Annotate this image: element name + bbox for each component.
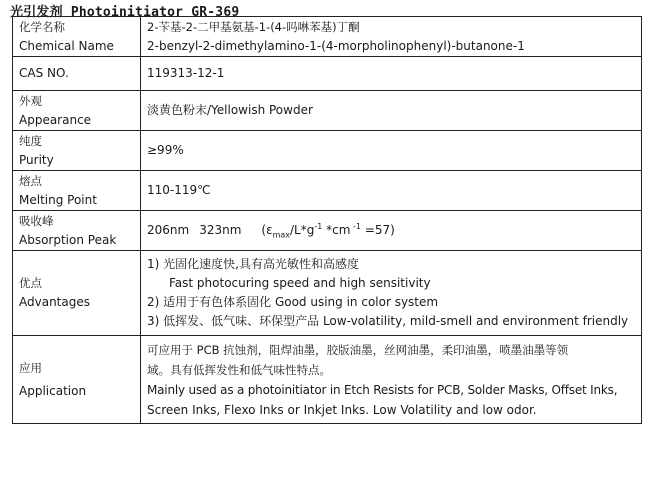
value-cell [141,91,642,131]
table-row-advantages [13,251,642,336]
value-cell [141,57,642,91]
peak-1: 206nm [147,222,190,237]
value-cell [141,171,642,211]
label-en: Purity [19,152,54,167]
label-en: Advantages [19,295,90,309]
label-cell [13,91,141,131]
label-cell [13,131,141,171]
cas-value: 119313-12-1 [147,66,225,80]
list-item: 1) 光固化速度快,具有高光敏性和高感度 [147,257,359,271]
spec-table [12,16,642,424]
table-row-chemical-name [13,17,642,57]
value-cell [141,211,642,251]
list-item: 2) 适用于有色体系固化 Good using in color system [147,295,439,309]
application-line: 域。具有低挥发性和低气味性特点。 [147,362,331,377]
application-line: 可应用于 PCB 抗蚀剂，阻焊油墨，胶版油墨，丝网油墨，柔印油墨，喷墨油墨等领 [147,342,569,357]
application-line: Screen Inks, Flexo Inks or Inkjet Inks. Low Volatility and low odor. [147,402,537,417]
epsilon-unit-1: /L*g [290,222,315,237]
application-line: Mainly used as a photoinitiator in Etch Resists for PCB, Solder Masks, Offset Inks, [147,382,618,397]
label-cell [13,17,141,57]
table-row-purity [13,131,642,171]
table-row-appearance [13,91,642,131]
label-en: CAS NO. [19,66,69,80]
label-en: Application [19,383,87,398]
chemical-name-en: 2-benzyl-2-dimethylamino-1-(4-morpholinophenyl)-butanone-1 [147,38,525,53]
table-row-cas [13,57,642,91]
epsilon-unit-2: *cm [322,222,351,237]
list-item: Fast photocuring speed and high sensitivity [169,276,431,290]
epsilon-sup-1: -1 [314,221,323,231]
label-cell [13,251,141,336]
label-zh: 化学名称 [19,19,65,34]
purity-value: ≥99% [147,143,184,157]
melting-point-value: 110-119℃ [147,183,211,197]
chemical-name-zh: 2-苄基-2-二甲基氨基-1-(4-吗啉苯基)丁酮 [147,19,360,34]
page-title: 光引发剂 Photoinitiator GR-369 [10,5,240,20]
label-en: Appearance [19,112,92,127]
label-cell [13,57,141,91]
value-cell [141,131,642,171]
epsilon-sup-2: -1 [350,221,361,231]
value-cell [141,17,642,57]
label-zh: 纯度 [19,133,42,148]
label-en: Absorption Peak [19,232,117,247]
peak-2: 323nm [199,222,242,237]
label-en: Melting Point [19,192,97,207]
table-row-application [13,336,642,424]
value-cell [141,251,642,336]
label-cell [13,336,141,424]
label-zh: 熔点 [19,173,42,188]
label-en: Chemical Name [19,38,114,53]
label-zh: 吸收峰 [19,213,54,228]
epsilon-close: =57) [361,222,395,237]
label-cell [13,171,141,211]
value-cell [141,336,642,424]
table-row-melting-point [13,171,642,211]
label-cell [13,211,141,251]
epsilon-sub: max [272,230,291,240]
table-row-absorption-peak [13,211,642,251]
label-zh: 应用 [19,360,42,375]
epsilon-open: (ε [261,222,273,237]
list-item: 3) 低挥发、低气味、环保型产品 Low-volatility, mild-smell and environment friendly [147,314,629,328]
appearance-value: 淡黄色粉末/Yellowish Powder [147,103,313,117]
label-zh: 外观 [19,93,42,108]
label-zh: 优点 [19,276,42,290]
